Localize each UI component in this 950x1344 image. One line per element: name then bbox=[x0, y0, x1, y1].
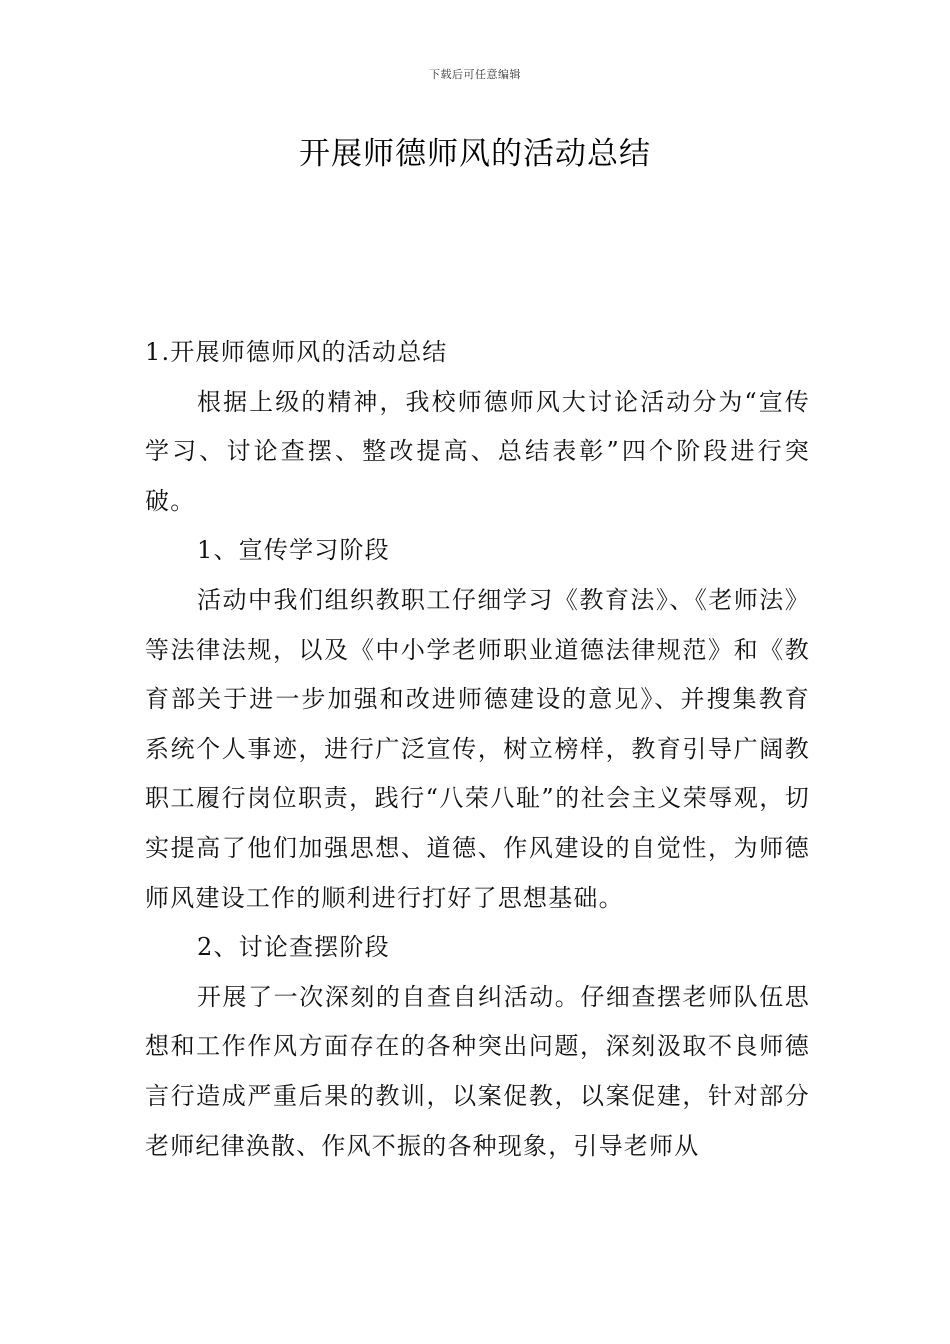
section-heading: 1、宣传学习阶段 bbox=[197, 536, 390, 565]
section-heading: 2、讨论查摆阶段 bbox=[197, 933, 390, 962]
paragraph: 开展了一次深刻的自查自纠活动。仔细查摆老师队伍思想和工作作风方面存在的各种突出问题，深刻汲取不良师德言行造成严重后果的教训，以案促教，以案促建，针对部分老师纪律涣散、作风不振的各种现象，引导老师从 bbox=[145, 982, 810, 1160]
header-note: 下载后可任意编辑 bbox=[429, 68, 521, 81]
paragraph: 活动中我们组织教职工仔细学习《教育法》、《老师法》等法律法规，以及《中小学老师职业道德法律规范》和《教育部关于进一步加强和改进师德建设的意见》、并搜集教育系统个人事迹，进行广泛宣传，树立榜样，教育引导广阔教职工履行岗位职责，践行“八荣八耻”的社会主义荣辱观，切实提高了他们加强思想、道德、作风建设的自觉性，为师德师风建设工作的顺利进行打好了思想基础。 bbox=[145, 585, 810, 912]
paragraph-heading: 1.开展师德师风的活动总结 bbox=[145, 338, 448, 366]
paragraph: 根据上级的精神，我校师德师风大讨论活动分为“宣传学习、讨论查摆、整改提高、总结表彰”四个阶段进行突破。 bbox=[145, 387, 810, 515]
document-title: 开展师德师风的活动总结 bbox=[299, 136, 651, 172]
document-body bbox=[145, 328, 810, 1171]
